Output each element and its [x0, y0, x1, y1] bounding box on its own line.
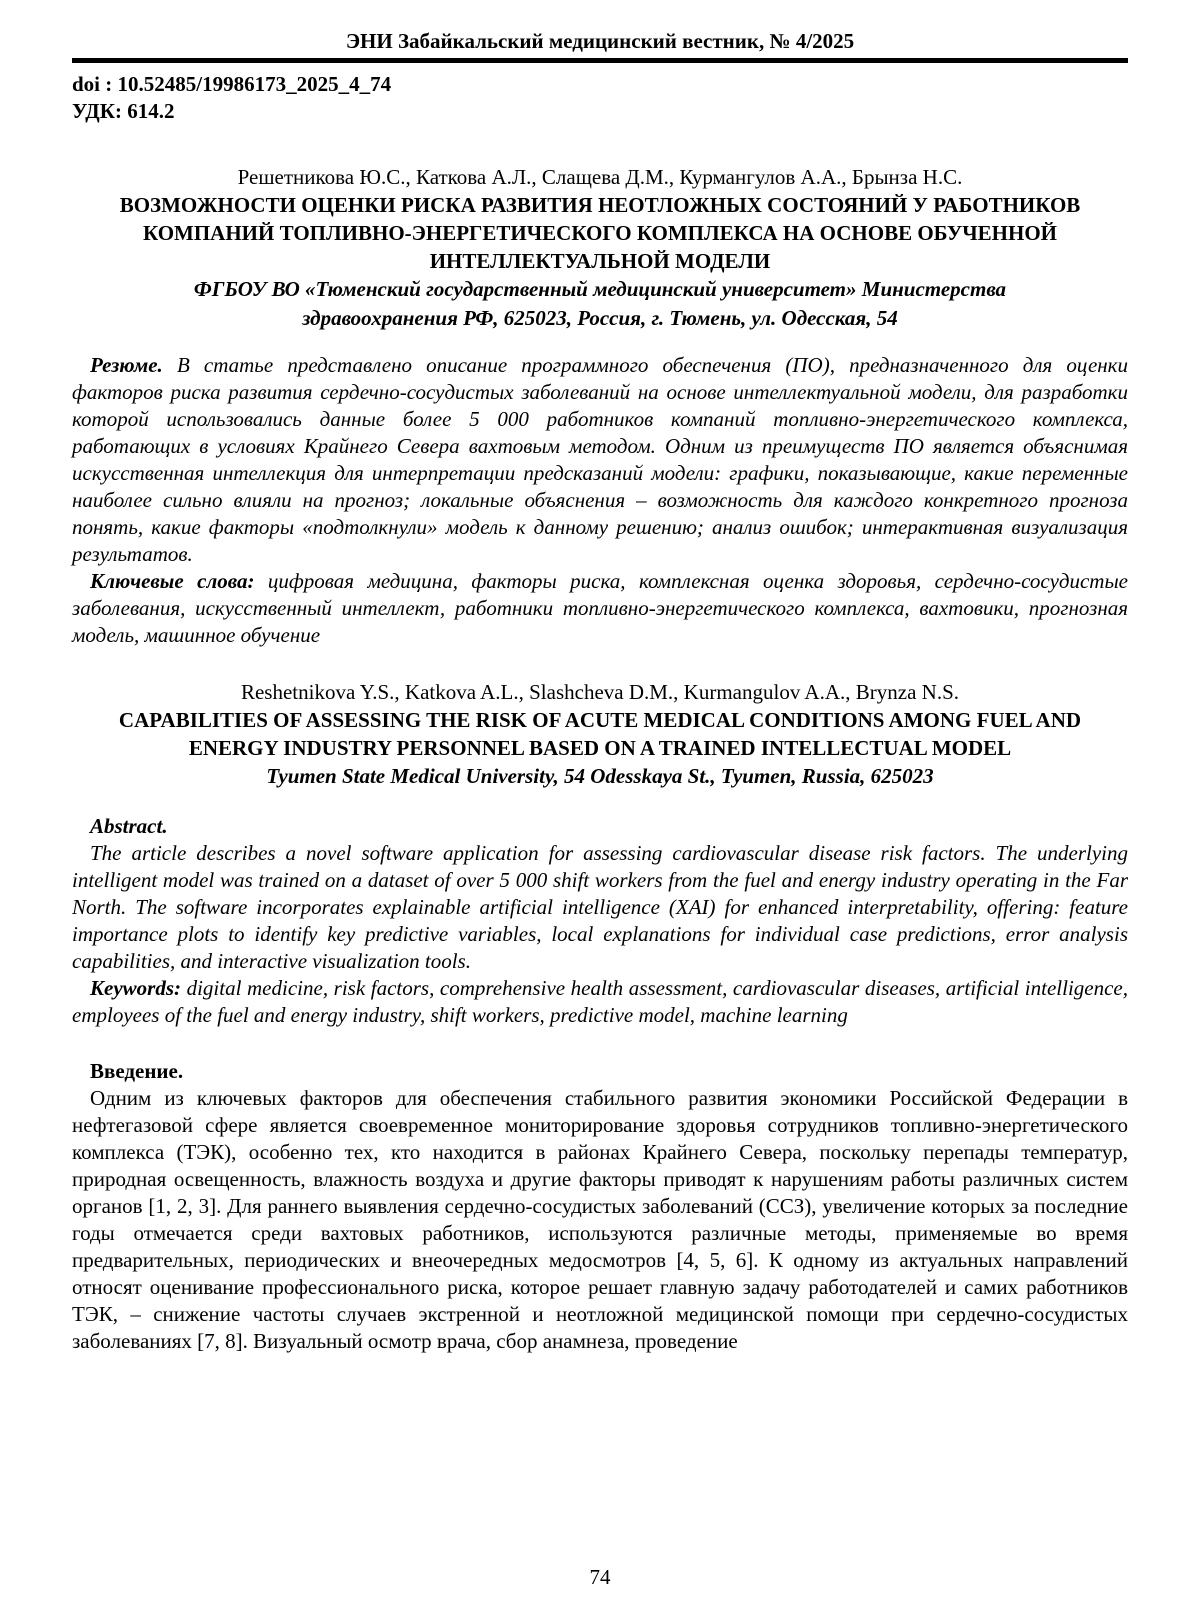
en-affiliation: Tyumen State Medical University, 54 Odesskaya St., Tyumen, Russia, 625023 — [266, 764, 934, 788]
ru-affiliation-line2: здравоохранения РФ, 625023, Россия, г. Тюмень, ул. Одесская, 54 — [302, 306, 898, 330]
ru-keywords-label: Ключевые слова: — [90, 569, 255, 593]
ru-authors: Решетникова Ю.С., Каткова А.Л., Слащева Д.М., Курмангулов А.А., Брынза Н.С. — [237, 165, 963, 189]
page — [72, 0, 1128, 1355]
ru-keywords-text: цифровая медицина, факторы риска, комплексная оценка здоровья, сердечно-сосудистые заболевания, искусственный интеллект, работники топливно-энергетического комплекса, вахтовики, прогнозная модель, машинное обучение — [72, 569, 1128, 647]
en-keywords-label: Keywords: — [90, 976, 181, 1000]
doi: doi : 10.52485/19986173_2025_4_74 — [72, 72, 392, 96]
ru-summary — [72, 352, 1128, 568]
running-title: ЭНИ Забайкальский медицинский вестник, № 4/2025 — [345, 29, 855, 53]
en-keywords — [72, 975, 1128, 1029]
ru-affiliation-line1: ФГБОУ ВО «Тюменский государственный медицинский университет» Министерства — [193, 277, 1007, 301]
en-abstract-text: The article describes a novel software application for assessing cardiovascular disease risk factors. The underlying intelligent model was trained on a dataset of over 5 000 shift workers from the fuel and energy industry operating in the Far North. The software incorporates explainable artificial intelligence (XAI) for enhanced interpretability, offering: feature importance plots to identify key predictive variables, local explanations for individual case predictions, error analysis capabilities, and interactive visualization tools. — [72, 841, 1128, 973]
en-keywords-text: digital medicine, risk factors, comprehensive health assessment, cardiovascular diseases, artificial intelligence, employees of the fuel and energy industry, shift workers, predictive model, machine learning — [72, 976, 1129, 1027]
intro-heading: Введение. — [90, 1059, 184, 1083]
en-abstract-label: Abstract. — [90, 814, 168, 838]
ru-keywords — [72, 568, 1128, 649]
ru-summary-label: Резюме. — [90, 353, 163, 377]
en-authors: Reshetnikova Y.S., Katkova A.L., Slashcheva D.M., Kurmangulov A.A., Brynza N.S. — [240, 680, 959, 704]
ru-summary-text: В статье представлено описание программного обеспечения (ПО), предназначенного для оценки факторов риска развития сердечно-сосудистых заболеваний на основе интеллектуальной модели, для разработки которой использовались данные более 5 000 работников компаний топливно-энергетического комплекса, работающих в условиях Крайнего Севера вахтовым методом. Одним из преимуществ ПО является объяснимая искусственная интеллекция для интерпретации предсказаний модели: графики, показывающие, какие переменные наиболее сильно влияли на прогноз; локальные объяснения – возможность для каждого конкретного прогноза понять, какие факторы «подтолкнули» модель к данному решению; анализ ошибок; интерактивная визуализация результатов. — [72, 353, 1128, 566]
header-rule — [72, 58, 1128, 63]
ru-title: ВОЗМОЖНОСТИ ОЦЕНКИ РИСКА РАЗВИТИЯ НЕОТЛОЖНЫХ СОСТОЯНИЙ У РАБОТНИКОВ КОМПАНИЙ ТОПЛИВНО-ЭНЕРГЕТИЧЕСКОГО КОМПЛЕКСА НА ОСНОВЕ ОБУЧЕННОЙ ИНТЕЛЛЕКТУАЛЬНОЙ МОДЕЛИ — [119, 193, 1081, 273]
en-title: CAPABILITIES OF ASSESSING THE RISK OF ACUTE MEDICAL CONDITIONS AMONG FUEL AND ENERGY INDUSTRY PERSONNEL BASED ON A TRAINED INTELLECTUAL MODEL — [118, 708, 1082, 760]
intro-text: Одним из ключевых факторов для обеспечения стабильного развития экономики Российской Федерации в нефтегазовой сфере является своевременное мониторирование здоровья сотрудников топливно-энергетического комплекса (ТЭК), особенно тех, кто находится в районах Крайнего Севера, поскольку перепады температур, природная освещенность, влажность воздуха и другие факторы приводят к нарушениям работы различных систем органов [1, 2, 3]. Для раннего выявления сердечно-сосудистых заболеваний (ССЗ), увеличение которых за последние годы отмечается среди вахтовых работников, используются различные методы, применяемые во время предварительных, периодических и внеочередных медосмотров [4, 5, 6]. К одному из актуальных направлений относят оценивание профессионального риска, которое решает главную задачу работодателей и самих работников ТЭК, – снижение частоты случаев экстренной и неотложной медицинской помощи при сердечно-сосудистых заболеваниях [7, 8]. Визуальный осмотр врача, сбор анамнеза, проведение — [72, 1086, 1128, 1353]
udk: УДК: 614.2 — [72, 99, 175, 123]
ru-affiliation — [72, 275, 1128, 333]
page-number: 74 — [589, 1565, 611, 1589]
